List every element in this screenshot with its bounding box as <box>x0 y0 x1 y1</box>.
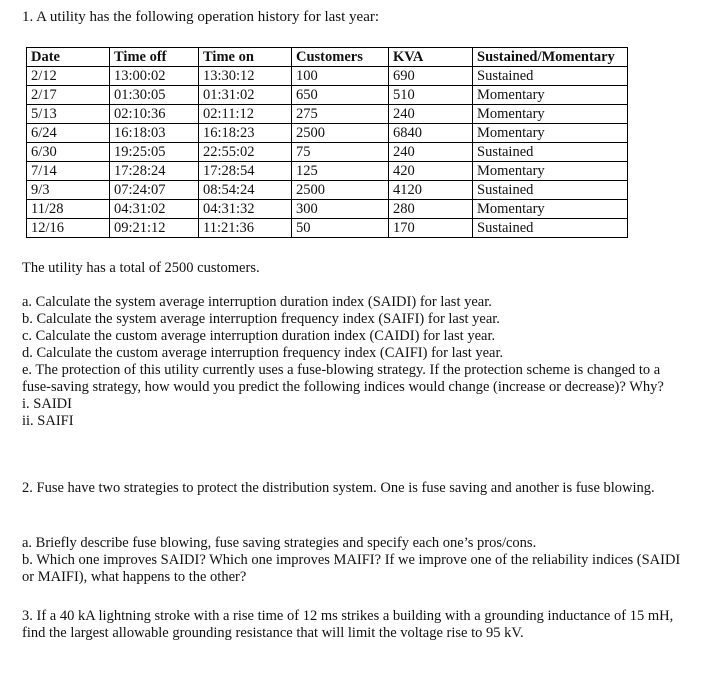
question-2-intro: 2. Fuse have two strategies to protect the distribution system. One is fuse saving and another is fuse blowing. <box>22 480 655 496</box>
table-row <box>27 105 628 124</box>
cell-type: Momentary <box>473 162 628 181</box>
cell-time-off: 16:18:03 <box>110 124 199 143</box>
cell-date: 2/12 <box>27 67 110 86</box>
cell-customers: 100 <box>292 67 389 86</box>
cell-customers: 650 <box>292 86 389 105</box>
cell-date: 11/28 <box>27 200 110 219</box>
table-row <box>27 86 628 105</box>
cell-kva: 240 <box>389 143 473 162</box>
cell-time-on: 08:54:24 <box>199 181 292 200</box>
cell-type: Momentary <box>473 105 628 124</box>
cell-date: 6/30 <box>27 143 110 162</box>
table-row <box>27 124 628 143</box>
operation-history-table <box>26 47 628 238</box>
part-d: d. Calculate the custom average interruption frequency index (CAIFI) for last year. <box>22 345 504 361</box>
cell-type: Momentary <box>473 200 628 219</box>
part-e: e. The protection of this utility currently uses a fuse-blowing strategy. If the protection scheme is changed to a fuse-saving strategy, how would you predict the following indices would change (increase or decrease)? Why? <box>22 362 664 395</box>
cell-type: Sustained <box>473 181 628 200</box>
cell-kva: 510 <box>389 86 473 105</box>
cell-kva: 280 <box>389 200 473 219</box>
table-row <box>27 162 628 181</box>
question-1-parts <box>22 294 682 430</box>
cell-kva: 690 <box>389 67 473 86</box>
cell-date: 7/14 <box>27 162 110 181</box>
cell-customers: 2500 <box>292 124 389 143</box>
cell-time-on: 17:28:54 <box>199 162 292 181</box>
question-2-parts <box>22 535 682 586</box>
cell-type: Sustained <box>473 143 628 162</box>
header-date: Date <box>27 48 110 67</box>
header-sustained-momentary: Sustained/Momentary <box>473 48 628 67</box>
cell-customers: 2500 <box>292 181 389 200</box>
cell-customers: 275 <box>292 105 389 124</box>
cell-time-on: 16:18:23 <box>199 124 292 143</box>
header-kva: KVA <box>389 48 473 67</box>
header-time-on: Time on <box>199 48 292 67</box>
question-1-title: 1. A utility has the following operation history for last year: <box>22 9 380 25</box>
table-row <box>27 200 628 219</box>
cell-time-off: 02:10:36 <box>110 105 199 124</box>
cell-date: 9/3 <box>27 181 110 200</box>
cell-customers: 125 <box>292 162 389 181</box>
cell-date: 2/17 <box>27 86 110 105</box>
cell-customers: 300 <box>292 200 389 219</box>
question-3-text: 3. If a 40 kA lightning stroke with a rise time of 12 ms strikes a building with a grounding inductance of 15 mH, find the largest allowable grounding resistance that will limit the voltage rise to 95 kV. <box>22 608 674 641</box>
cell-date: 12/16 <box>27 219 110 238</box>
part-c: c. Calculate the custom average interruption duration index (CAIDI) for last year. <box>22 328 496 344</box>
table-row <box>27 219 628 238</box>
cell-time-off: 17:28:24 <box>110 162 199 181</box>
header-time-off: Time off <box>110 48 199 67</box>
table-row <box>27 67 628 86</box>
cell-customers: 50 <box>292 219 389 238</box>
cell-time-off: 07:24:07 <box>110 181 199 200</box>
cell-time-on: 11:21:36 <box>199 219 292 238</box>
header-customers: Customers <box>292 48 389 67</box>
part-e-ii: ii. SAIFI <box>22 413 74 429</box>
cell-kva: 170 <box>389 219 473 238</box>
cell-time-off: 09:21:12 <box>110 219 199 238</box>
cell-time-off: 04:31:02 <box>110 200 199 219</box>
cell-kva: 420 <box>389 162 473 181</box>
table-header-row <box>27 48 628 67</box>
q2-part-b: b. Which one improves SAIDI? Which one improves MAIFI? If we improve one of the reliability indices (SAIDI or MAIFI), what happens to the other? <box>22 552 681 585</box>
cell-time-off: 13:00:02 <box>110 67 199 86</box>
cell-time-on: 22:55:02 <box>199 143 292 162</box>
part-a: a. Calculate the system average interruption duration index (SAIDI) for last year. <box>22 294 492 310</box>
cell-date: 6/24 <box>27 124 110 143</box>
cell-kva: 240 <box>389 105 473 124</box>
cell-customers: 75 <box>292 143 389 162</box>
total-customers-text: The utility has a total of 2500 customers. <box>22 260 260 276</box>
cell-time-on: 02:11:12 <box>199 105 292 124</box>
cell-type: Momentary <box>473 86 628 105</box>
cell-time-on: 01:31:02 <box>199 86 292 105</box>
cell-type: Sustained <box>473 219 628 238</box>
cell-time-on: 13:30:12 <box>199 67 292 86</box>
cell-time-off: 19:25:05 <box>110 143 199 162</box>
cell-time-off: 01:30:05 <box>110 86 199 105</box>
cell-type: Momentary <box>473 124 628 143</box>
table-row <box>27 181 628 200</box>
table-row <box>27 143 628 162</box>
cell-kva: 4120 <box>389 181 473 200</box>
part-b: b. Calculate the system average interruption frequency index (SAIFI) for last year. <box>22 311 500 327</box>
cell-date: 5/13 <box>27 105 110 124</box>
part-e-i: i. SAIDI <box>22 396 72 412</box>
cell-type: Sustained <box>473 67 628 86</box>
cell-time-on: 04:31:32 <box>199 200 292 219</box>
cell-kva: 6840 <box>389 124 473 143</box>
q2-part-a: a. Briefly describe fuse blowing, fuse saving strategies and specify each one’s pros/cons. <box>22 535 537 551</box>
